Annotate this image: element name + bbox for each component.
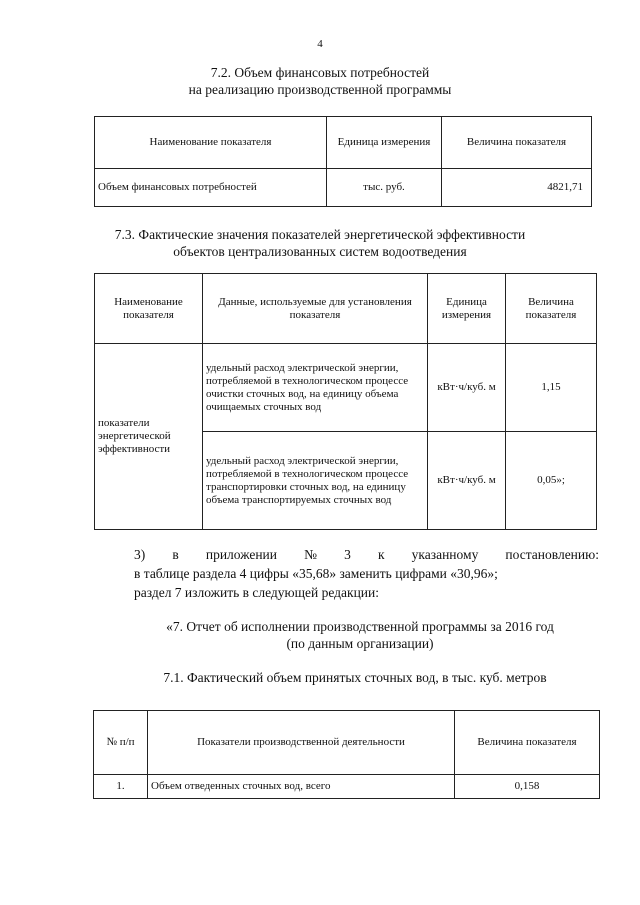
paragraph-line-2: в таблице раздела 4 цифры «35,68» заменить цифрами «30,96»; xyxy=(134,566,498,581)
cell-value: 1,15 xyxy=(506,344,597,432)
section-7-title xyxy=(0,618,640,652)
cell-unit: кВт·ч/куб. м xyxy=(428,344,506,432)
word: приложении xyxy=(205,547,278,562)
table-row xyxy=(95,344,597,432)
wastewater-volume-table xyxy=(93,710,600,799)
section-7-1-title: 7.1. Фактический объем принятых сточных вод, в тыс. куб. метров xyxy=(163,670,547,685)
section-7-3-title-line2: объектов централизованных систем водоотведения xyxy=(173,244,467,259)
word: № xyxy=(304,547,318,562)
cell-unit: тыс. руб. xyxy=(327,169,442,207)
financial-needs-table xyxy=(94,116,592,207)
header-indicators: Показатели производственной деятельности xyxy=(148,711,455,775)
section-7-3-title xyxy=(0,226,640,260)
section-7-2-title-line1: 7.2. Объем финансовых потребностей xyxy=(210,65,430,80)
section-7-2-title xyxy=(0,64,640,98)
header-unit: Единица измерения xyxy=(428,274,506,344)
header-value: Величина показателя xyxy=(455,711,600,775)
amendment-paragraph xyxy=(134,545,599,602)
cell-number: 1. xyxy=(94,775,148,799)
word: к xyxy=(377,547,385,562)
cell-group-label: показатели энергетической эффективности xyxy=(95,344,203,530)
energy-efficiency-table xyxy=(94,273,597,530)
word: в xyxy=(172,547,179,562)
section-7-2-title-line2: на реализацию производственной программы xyxy=(188,82,452,97)
table-header-row xyxy=(95,117,592,169)
paragraph-line-1 xyxy=(134,545,599,564)
section-7-title-line2: (по данным организации) xyxy=(286,636,434,651)
paragraph-line-3: раздел 7 изложить в следующей редакции: xyxy=(134,585,380,600)
cell-data: удельный расход электрической энергии, потребляемой в технологическом процессе очистки сточных вод, на единицу объема очищаемых сточных вод xyxy=(203,344,428,432)
header-indicator-name: Наименование показателя xyxy=(95,274,203,344)
table-header-row xyxy=(95,274,597,344)
word: 3 xyxy=(344,547,351,562)
header-value: Величина показателя xyxy=(442,117,592,169)
table-row xyxy=(94,775,600,799)
cell-data: удельный расход электрической энергии, потребляемой в технологическом процессе транспортировки сточных вод, на единицу объема транспортируемых сточных вод xyxy=(203,432,428,530)
word: 3) xyxy=(134,547,146,562)
header-unit: Единица измерения xyxy=(327,117,442,169)
table-row xyxy=(95,169,592,207)
cell-value: 0,05»; xyxy=(506,432,597,530)
header-data: Данные, используемые для установления показателя xyxy=(203,274,428,344)
cell-value: 4821,71 xyxy=(442,169,592,207)
cell-indicator: Объем отведенных сточных вод, всего xyxy=(148,775,455,799)
cell-indicator-name: Объем финансовых потребностей xyxy=(95,169,327,207)
header-number: № п/п xyxy=(94,711,148,775)
section-7-title-line1: «7. Отчет об исполнении производственной программы за 2016 год xyxy=(166,619,554,634)
header-value: Величина показателя xyxy=(506,274,597,344)
section-7-3-title-line1: 7.3. Фактические значения показателей энергетической эффективности xyxy=(114,227,526,242)
page-number: 4 xyxy=(317,38,323,50)
cell-value: 0,158 xyxy=(455,775,600,799)
word: постановлению: xyxy=(505,547,599,562)
table-header-row xyxy=(94,711,600,775)
header-indicator-name: Наименование показателя xyxy=(95,117,327,169)
word: указанному xyxy=(411,547,479,562)
cell-unit: кВт·ч/куб. м xyxy=(428,432,506,530)
